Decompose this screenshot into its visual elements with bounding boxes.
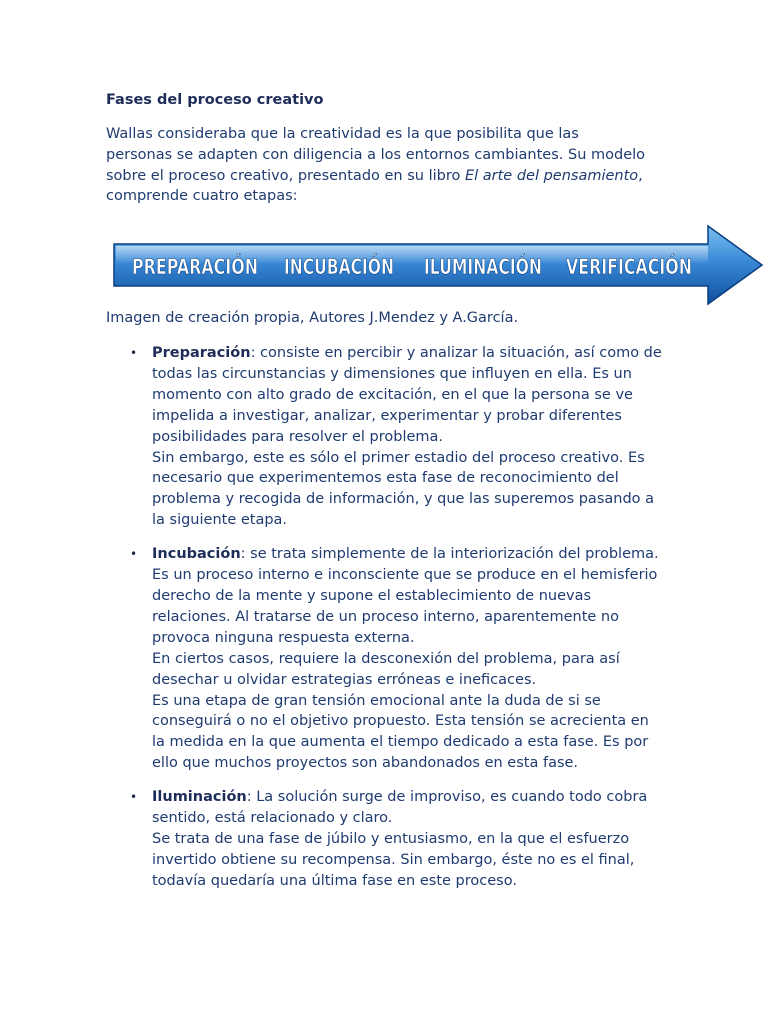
process-arrow-graphic	[112, 224, 764, 306]
arrow-label-iluminacion: ILUMINACIÓN	[424, 255, 583, 279]
arrow-label-preparacion: PREPARACIÓN	[132, 255, 299, 279]
phase-text: : consiste en percibir y analizar la situación, así como de todas las circunstancias y dimensiones que influyen en ella. Es un momento con alto grado de excitación, en el que la persona se ve impelida a investigar, analizar, experimentar y probar diferentes posibilidades para resolver el problema.	[152, 345, 662, 445]
intro-text: Wallas consideraba que la creatividad es la que posibilita que las personas se adapten con diligencia a los entornos cambiantes. Su modelo sobre el proceso creativo, presentado en su libro	[106, 126, 646, 184]
phase-term: Iluminación	[152, 789, 247, 806]
phase-text: Sin embargo, este es sólo el primer estadio del proceso creativo. Es necesario que experimentemos esta fase de reconocimiento del problema y recogida de información, y que las superemos pasando a la siguiente etapa.	[152, 449, 655, 529]
bullet-icon: •	[130, 346, 138, 360]
process-arrow-figure	[112, 224, 764, 306]
list-item-incubacion	[106, 544, 666, 774]
phase-text: : La solución surge de improviso, es cuando todo cobra sentido, está relacionado y claro.	[152, 789, 648, 827]
list-item-iluminacion	[106, 787, 666, 892]
bullet-icon: •	[130, 547, 138, 562]
phase-text: Se trata de una fase de júbilo y entusiasmo, en la que el esfuerzo invertido obtiene su recompensa. Sin embargo, éste no es el final, todavía quedaría una última fase en este proceso.	[152, 830, 635, 889]
phase-text: Es una etapa de gran tensión emocional ante la duda de si se conseguirá o no el objetivo propuesto. Esta tensión se acrecienta en la medida en la que aumenta el tiempo dedicado a esta fase. Es por ello que muchos proyectos son abandonados en esta fase.	[152, 692, 649, 772]
intro-text-end: , comprende cuatro etapas:	[106, 167, 643, 205]
arrow-label-verificacion: VERIFICACIÓN	[566, 255, 734, 279]
arrow-label-incubacion: INCUBACIÓN	[284, 255, 433, 279]
phase-text: : se trata simplemente de la interiorización del problema. Es un proceso interno e inconsciente que se produce en el hemisferio derecho de la mente y supone el establecimiento de nuevas relaciones. Al tratarse de un proceso interno, aparentemente no provoca ninguna respuesta externa.	[152, 546, 659, 646]
phase-text: En ciertos casos, requiere la desconexión del problema, para así desechar u olvidar estrategias erróneas e ineficaces.	[152, 650, 620, 688]
phase-term: Incubación	[152, 546, 241, 563]
phase-term: Preparación	[152, 345, 251, 361]
intro-paragraph	[106, 124, 646, 207]
book-title: El arte del pensamiento	[464, 167, 639, 184]
list-item-preparacion	[106, 343, 666, 531]
phase-list	[106, 343, 666, 905]
page-title: Fases del proceso creativo	[106, 92, 324, 108]
image-caption: Imagen de creación propia, Autores J.Mendez y A.García.	[106, 310, 519, 326]
bullet-icon: •	[130, 790, 138, 805]
